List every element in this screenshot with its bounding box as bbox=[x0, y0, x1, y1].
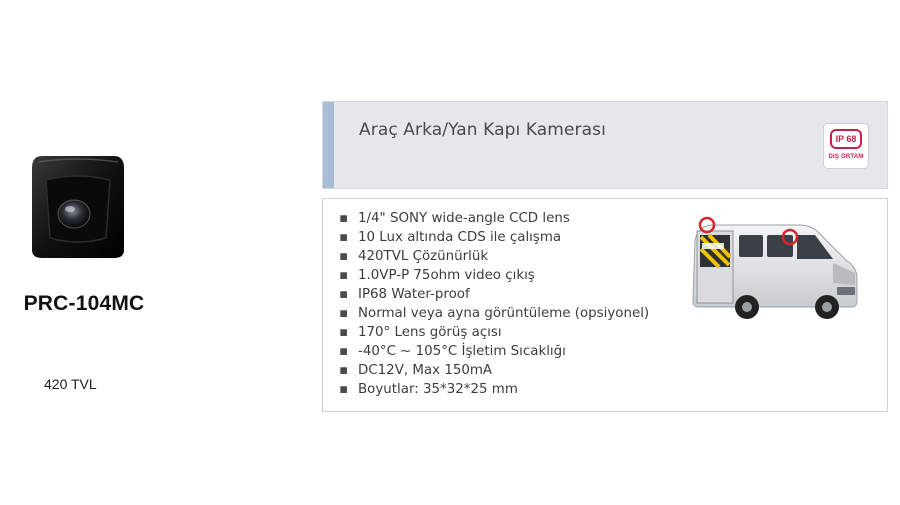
feature-text: DC12V, Max 150mA bbox=[358, 363, 493, 378]
feature-text: Normal veya ayna görüntüleme (opsiyonel) bbox=[358, 306, 650, 321]
feature-text: 1.0VP-P 75ohm video çıkış bbox=[358, 268, 535, 283]
bullet-icon: ▪ bbox=[339, 230, 349, 245]
feature-item bbox=[339, 209, 649, 228]
product-resolution: 420 TVL bbox=[44, 376, 97, 392]
bullet-icon: ▪ bbox=[339, 249, 349, 264]
feature-item bbox=[339, 228, 649, 247]
feature-text: IP68 Water-proof bbox=[358, 287, 470, 302]
product-model-name: PRC-104MC bbox=[23, 292, 145, 315]
bullet-icon: ▪ bbox=[339, 306, 349, 321]
ip68-badge-code: IP 68 bbox=[830, 129, 862, 149]
bullet-icon: ▪ bbox=[339, 363, 349, 378]
bullet-icon: ▪ bbox=[339, 344, 349, 359]
bullet-icon: ▪ bbox=[339, 211, 349, 226]
features-panel bbox=[322, 198, 888, 412]
feature-item bbox=[339, 285, 649, 304]
bullet-icon: ▪ bbox=[339, 325, 349, 340]
feature-item bbox=[339, 342, 649, 361]
feature-text: -40°C ~ 105°C İşletim Sıcaklığı bbox=[358, 344, 566, 359]
ip68-badge-label: DIŞ ORTAM bbox=[828, 154, 864, 160]
product-title-panel bbox=[322, 101, 888, 189]
feature-list bbox=[339, 209, 649, 399]
feature-item bbox=[339, 266, 649, 285]
feature-text: Boyutlar: 35*32*25 mm bbox=[358, 382, 518, 397]
feature-text: 420TVL Çözünürlük bbox=[358, 249, 489, 264]
camera-product-image bbox=[28, 152, 128, 260]
feature-text: 1/4" SONY wide-angle CCD lens bbox=[358, 211, 570, 226]
ip68-outdoor-badge bbox=[823, 123, 869, 169]
feature-item bbox=[339, 304, 649, 323]
product-category-title: Araç Arka/Yan Kapı Kamerası bbox=[359, 120, 606, 140]
feature-item bbox=[339, 380, 649, 399]
header-accent-bar bbox=[323, 102, 334, 188]
feature-item bbox=[339, 361, 649, 380]
feature-item bbox=[339, 247, 649, 266]
bullet-icon: ▪ bbox=[339, 268, 349, 283]
bullet-icon: ▪ bbox=[339, 382, 349, 397]
bullet-icon: ▪ bbox=[339, 287, 349, 302]
feature-text: 10 Lux altında CDS ile çalışma bbox=[358, 230, 562, 245]
feature-text: 170° Lens görüş açısı bbox=[358, 325, 502, 340]
van-mounting-image bbox=[687, 213, 863, 323]
feature-item bbox=[339, 323, 649, 342]
